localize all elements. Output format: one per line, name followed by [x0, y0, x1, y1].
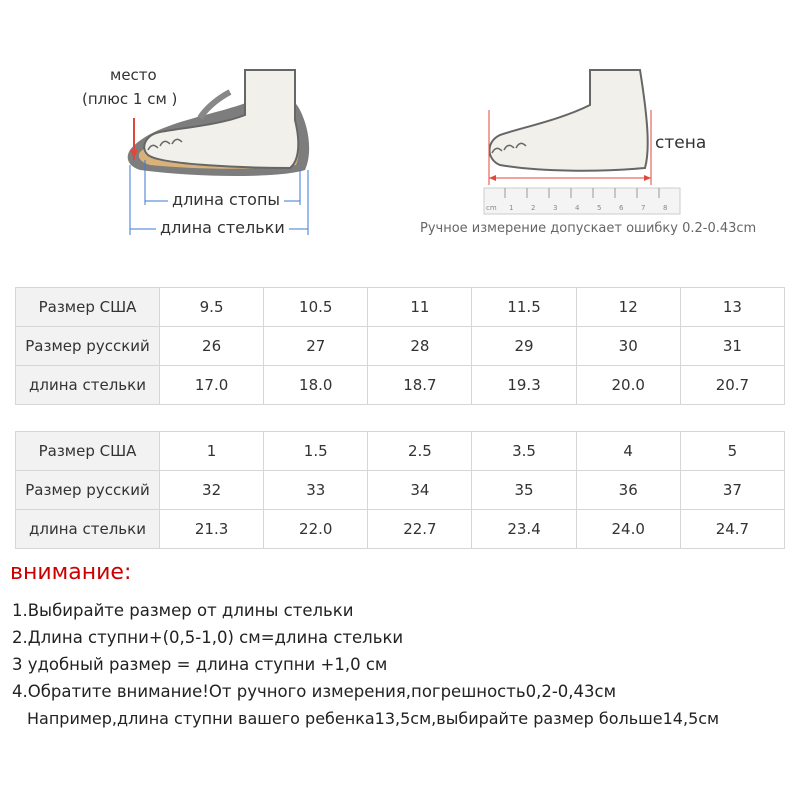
ruler-number: 8	[663, 204, 668, 212]
table-cell: 24.0	[576, 510, 680, 549]
foot-length-label: длина стопы	[168, 190, 284, 209]
ruler-number: 1	[509, 204, 514, 212]
table-cell: 22.7	[368, 510, 472, 549]
note-line: 1.Выбирайте размер от длины стельки	[12, 601, 354, 620]
attention-title: внимание:	[10, 560, 132, 585]
table-cell: 20.7	[680, 366, 784, 405]
row-header: Размер русский	[16, 327, 160, 366]
ruler-number: 2	[531, 204, 536, 212]
row-header: Размер США	[16, 432, 160, 471]
measurement-illustration	[0, 0, 800, 260]
plus-label: (плюс 1 см )	[82, 90, 178, 108]
table-cell: 22.0	[264, 510, 368, 549]
table-cell: 3.5	[472, 432, 576, 471]
ruler-number: 5	[597, 204, 602, 212]
measure-note: Ручное измерение допускает ошибку 0.2-0.43cm	[420, 221, 757, 236]
table-row	[16, 471, 785, 510]
table-cell: 12	[576, 288, 680, 327]
table-cell: 35	[472, 471, 576, 510]
table-cell: 9.5	[160, 288, 264, 327]
table-cell: 33	[264, 471, 368, 510]
table-cell: 2.5	[368, 432, 472, 471]
table-cell: 21.3	[160, 510, 264, 549]
ruler-number: 3	[553, 204, 558, 212]
note-line: Например,длина ступни вашего ребенка13,5см,выбирайте размер больше14,5см	[27, 709, 720, 728]
table-cell: 24.7	[680, 510, 784, 549]
table-row	[16, 288, 785, 327]
row-header: длина стельки	[16, 366, 160, 405]
row-header: Размер США	[16, 288, 160, 327]
foot-on-ruler-icon	[489, 70, 647, 171]
table-cell: 20.0	[576, 366, 680, 405]
table-cell: 4	[576, 432, 680, 471]
ruler-unit: cm	[486, 204, 497, 212]
attention-notes	[12, 597, 719, 732]
table-row	[16, 327, 785, 366]
table-cell: 37	[680, 471, 784, 510]
table-cell: 11	[368, 288, 472, 327]
row-header: длина стельки	[16, 510, 160, 549]
ruler-number: 7	[641, 204, 646, 212]
table-cell: 5	[680, 432, 784, 471]
table-cell: 10.5	[264, 288, 368, 327]
table-cell: 31	[680, 327, 784, 366]
table-row	[16, 432, 785, 471]
table-cell: 18.0	[264, 366, 368, 405]
table-cell: 1.5	[264, 432, 368, 471]
table-cell: 36	[576, 471, 680, 510]
table-cell: 19.3	[472, 366, 576, 405]
note-line: 4.Обратите внимание!От ручного измерения,погрешность0,2-0,43см	[12, 682, 617, 701]
table-row	[16, 366, 785, 405]
table-cell: 23.4	[472, 510, 576, 549]
table-cell: 30	[576, 327, 680, 366]
wall-label: стена	[655, 133, 707, 153]
table-cell: 1	[160, 432, 264, 471]
table-cell: 18.7	[368, 366, 472, 405]
insole-length-label: длина стельки	[156, 218, 289, 237]
size-table-2	[15, 431, 785, 549]
table-cell: 26	[160, 327, 264, 366]
note-line: 2.Длина ступни+(0,5-1,0) см=длина стельки	[12, 628, 404, 647]
foot-in-shoe-icon	[128, 70, 309, 176]
table-cell: 11.5	[472, 288, 576, 327]
note-line: 3 удобный размер = длина ступни +1,0 см	[12, 655, 388, 674]
table-cell: 27	[264, 327, 368, 366]
table-row	[16, 510, 785, 549]
table-cell: 13	[680, 288, 784, 327]
table-cell: 29	[472, 327, 576, 366]
ruler-number: 6	[619, 204, 624, 212]
row-header: Размер русский	[16, 471, 160, 510]
table-cell: 17.0	[160, 366, 264, 405]
place-label: место	[110, 66, 157, 84]
table-cell: 28	[368, 327, 472, 366]
table-cell: 34	[368, 471, 472, 510]
size-table-1	[15, 287, 785, 405]
ruler-number: 4	[575, 204, 580, 212]
table-cell: 32	[160, 471, 264, 510]
